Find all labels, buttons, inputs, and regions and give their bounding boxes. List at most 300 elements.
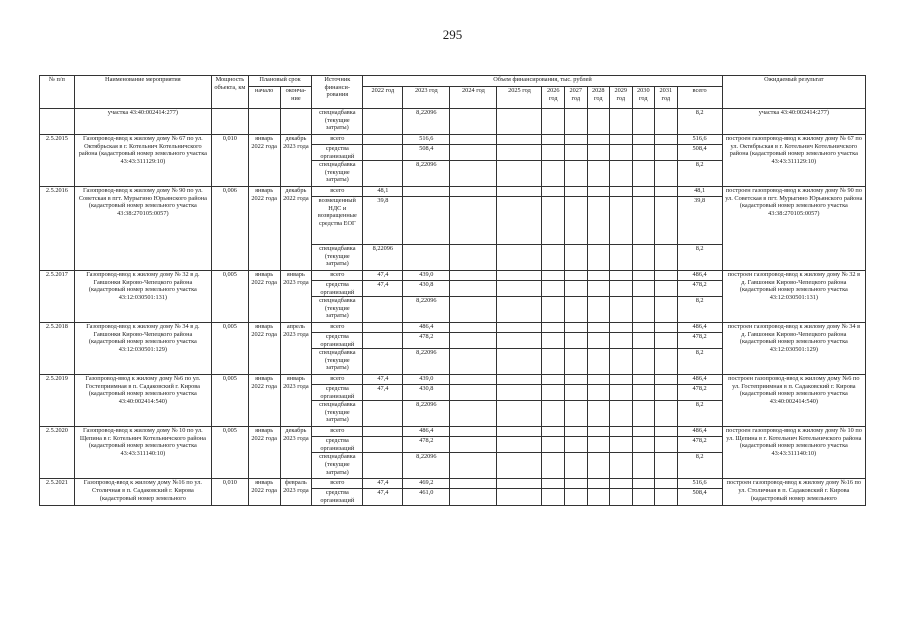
cell-empty <box>632 489 655 505</box>
cell-y2022 <box>363 401 403 427</box>
cell-empty <box>610 297 633 323</box>
cell-empty <box>542 145 565 161</box>
cell-start: январь 2022 года <box>248 375 280 427</box>
table-row <box>40 427 866 437</box>
cell-empty <box>497 333 542 349</box>
cell-empty <box>610 187 633 197</box>
cell-empty <box>497 401 542 427</box>
cell-start: январь 2022 года <box>248 427 280 479</box>
cell-empty <box>450 161 497 187</box>
cell-empty <box>610 453 633 479</box>
cell-y2023: 486,4 <box>403 323 450 333</box>
cell-empty <box>632 385 655 401</box>
cell-total: 8,2 <box>677 401 722 427</box>
cell-empty <box>587 197 610 245</box>
cell-capacity: 0,005 <box>211 323 248 375</box>
page-number: 295 <box>442 27 463 42</box>
cell-empty <box>655 297 678 323</box>
cell-empty <box>655 161 678 187</box>
cell-empty <box>610 161 633 187</box>
cell-empty <box>632 437 655 453</box>
cell-source: средства организаций <box>312 489 363 505</box>
cell-empty <box>655 401 678 427</box>
cell-empty <box>497 145 542 161</box>
cell-empty <box>450 333 497 349</box>
cell-result: построен газопровод-ввод к жилому дому № 10 по ул. Щепина в г. Котельнич Котельничского района (кадастровый номер земельного участка 43:43:311140:10) <box>722 427 865 479</box>
cell-empty <box>587 323 610 333</box>
cell-empty <box>450 489 497 505</box>
cell-empty <box>655 187 678 197</box>
cell-empty <box>655 427 678 437</box>
cell-y2022 <box>363 323 403 333</box>
cell-empty <box>655 197 678 245</box>
cell-source: всего <box>312 479 363 489</box>
cell-total: 478,2 <box>677 385 722 401</box>
header-num: № п/п <box>40 76 75 109</box>
cell-empty <box>542 479 565 489</box>
header-volume: Объем финансирования, тыс. рублей <box>363 76 722 87</box>
cell-capacity: 0,005 <box>211 271 248 323</box>
financing-table <box>39 75 866 506</box>
cell-y2023: 439,0 <box>403 375 450 385</box>
cell-y2023: 478,2 <box>403 333 450 349</box>
header-result: Ожидаемый результат <box>722 76 865 109</box>
cell-start: январь 2022 года <box>248 135 280 187</box>
cell-capacity: 0,010 <box>211 479 248 505</box>
cell-name: Газопровод-ввод к жилому дому № 10 по ул. Щепина в г. Котельнич Котельничского района (кадастровый номер земельного участка 43:43:311140:10) <box>74 427 211 479</box>
cell-name: Газопровод-ввод к жилому дому № 67 по ул. Октябрьская в г. Котельнич Котельничского района (кадастровый номер земельного участка 43:43:311129:10) <box>74 135 211 187</box>
cell-empty <box>497 245 542 271</box>
cell-total: 8,2 <box>677 161 722 187</box>
cell-total: 478,2 <box>677 333 722 349</box>
cell-empty <box>450 187 497 197</box>
cell-result: построен газопровод-ввод к жилому дому № 90 по ул. Советская в пгт. Мурыгино Юрьянского района (кадастровый номер земельного участка 43:38:270105:0057) <box>722 187 865 271</box>
cell-y2022 <box>363 109 403 135</box>
cell-empty <box>632 349 655 375</box>
cell-y2022: 48,1 <box>363 187 403 197</box>
cell-num: 2.5.2019 <box>40 375 75 427</box>
header-end: оконча-ние <box>280 87 312 109</box>
cell-total: 8,2 <box>677 245 722 271</box>
cell-empty <box>450 385 497 401</box>
cell-start <box>248 109 280 135</box>
cell-empty <box>497 109 542 135</box>
cell-source: всего <box>312 135 363 145</box>
cell-empty <box>587 427 610 437</box>
cell-empty <box>587 333 610 349</box>
cell-empty <box>497 479 542 489</box>
cell-y2022 <box>363 145 403 161</box>
cell-source: спецнадбавка (текущие затраты) <box>312 349 363 375</box>
cell-source: всего <box>312 427 363 437</box>
cell-source: средства организаций <box>312 333 363 349</box>
cell-empty <box>565 333 588 349</box>
cell-y2022 <box>363 297 403 323</box>
cell-total: 8,2 <box>677 453 722 479</box>
table-row <box>40 135 866 145</box>
cell-empty <box>450 375 497 385</box>
cell-empty <box>450 145 497 161</box>
cell-empty <box>497 489 542 505</box>
cell-empty <box>632 375 655 385</box>
cell-name: Газопровод-ввод к жилому дому № 32 в д. Гавшонки Кирово-Чепецкого района (кадастровый номер земельного участка 43:12:030501:131) <box>74 271 211 323</box>
cell-empty <box>587 281 610 297</box>
cell-name: Газопровод-ввод к жилому дому № 90 по ул. Советская в пгт. Мурыгино Юрьянского района (кадастровый номер земельного участка 43:38:270105:0057) <box>74 187 211 271</box>
cell-source: средства организаций <box>312 385 363 401</box>
cell-y2022 <box>363 333 403 349</box>
cell-empty <box>610 245 633 271</box>
cell-source: спецнадбавка (текущие затраты) <box>312 161 363 187</box>
cell-source: спецнадбавка (текущие затраты) <box>312 245 363 271</box>
header-year: 2024 год <box>450 87 497 109</box>
cell-empty <box>542 245 565 271</box>
table-row <box>40 323 866 333</box>
cell-y2023: 516,6 <box>403 135 450 145</box>
cell-end: апрель 2023 года <box>280 323 312 375</box>
cell-empty <box>587 479 610 489</box>
header-year: 2027 год <box>565 87 588 109</box>
cell-result: участка 43:40:002414:277) <box>722 109 865 135</box>
cell-empty <box>565 161 588 187</box>
cell-empty <box>450 281 497 297</box>
header-name: Наименование мероприятия <box>74 76 211 109</box>
cell-empty <box>632 145 655 161</box>
cell-empty <box>497 427 542 437</box>
cell-empty <box>542 401 565 427</box>
cell-empty <box>542 489 565 505</box>
cell-total: 486,4 <box>677 375 722 385</box>
cell-empty <box>655 135 678 145</box>
cell-empty <box>655 375 678 385</box>
header-capacity: Мощность объекта, км <box>211 76 248 109</box>
cell-y2023: 8,22096 <box>403 401 450 427</box>
cell-y2023: 430,8 <box>403 385 450 401</box>
cell-empty <box>655 453 678 479</box>
cell-y2023 <box>403 187 450 197</box>
cell-empty <box>497 375 542 385</box>
cell-empty <box>587 187 610 197</box>
cell-total: 486,4 <box>677 323 722 333</box>
cell-result: построен газопровод-ввод к жилому дому № 34 в д. Гавшонки Кирово-Чепецкого района (кадастровый номер земельного участка 43:12:030501:129) <box>722 323 865 375</box>
cell-empty <box>632 197 655 245</box>
cell-total: 8,2 <box>677 109 722 135</box>
cell-total: 516,6 <box>677 479 722 489</box>
cell-empty <box>655 245 678 271</box>
cell-empty <box>450 453 497 479</box>
cell-empty <box>497 437 542 453</box>
cell-empty <box>565 323 588 333</box>
cell-empty <box>565 453 588 479</box>
cell-empty <box>587 297 610 323</box>
cell-num: 2.5.2015 <box>40 135 75 187</box>
cell-total: 8,2 <box>677 349 722 375</box>
cell-empty <box>587 489 610 505</box>
cell-capacity: 0,006 <box>211 187 248 271</box>
cell-empty <box>632 187 655 197</box>
cell-end: декабрь 2022 года <box>280 187 312 271</box>
cell-source: средства организаций <box>312 437 363 453</box>
cell-empty <box>610 135 633 145</box>
cell-y2022 <box>363 437 403 453</box>
cell-empty <box>497 385 542 401</box>
cell-empty <box>565 281 588 297</box>
cell-empty <box>587 375 610 385</box>
cell-result: построен газопровод-ввод к жилому дому №6 по ул. Гостеприимная в п. Садаковский г. Кирова (кадастровый номер земельного участка 43:40:002414:540) <box>722 375 865 427</box>
cell-empty <box>565 197 588 245</box>
cell-empty <box>587 245 610 271</box>
cell-y2022: 47,4 <box>363 385 403 401</box>
cell-capacity <box>211 109 248 135</box>
cell-empty <box>542 437 565 453</box>
cell-empty <box>497 271 542 281</box>
cell-empty <box>632 427 655 437</box>
cell-y2023: 508,4 <box>403 145 450 161</box>
cell-empty <box>655 437 678 453</box>
cell-empty <box>632 271 655 281</box>
cell-source: спецнадбавка (текущие затраты) <box>312 297 363 323</box>
cell-empty <box>542 271 565 281</box>
cell-empty <box>565 479 588 489</box>
cell-empty <box>610 109 633 135</box>
cell-end <box>280 109 312 135</box>
cell-empty <box>565 109 588 135</box>
table-row <box>40 375 866 385</box>
cell-empty <box>565 489 588 505</box>
cell-empty <box>632 401 655 427</box>
header-year: 2026 год <box>542 87 565 109</box>
cell-y2023: 486,4 <box>403 427 450 437</box>
cell-empty <box>587 145 610 161</box>
cell-source: всего <box>312 187 363 197</box>
cell-empty <box>542 323 565 333</box>
cell-empty <box>565 437 588 453</box>
header-year: 2029 год <box>610 87 633 109</box>
cell-y2022 <box>363 453 403 479</box>
cell-y2022: 47,4 <box>363 271 403 281</box>
header-total: всего <box>677 87 722 109</box>
cell-empty <box>655 109 678 135</box>
cell-empty <box>587 349 610 375</box>
cell-empty <box>655 281 678 297</box>
cell-end: февраль 2023 года <box>280 479 312 505</box>
cell-empty <box>450 245 497 271</box>
cell-source: спецнадбавка (текущие затраты) <box>312 109 363 135</box>
cell-y2023: 430,8 <box>403 281 450 297</box>
cell-y2022: 47,4 <box>363 479 403 489</box>
cell-y2023: 8,22096 <box>403 453 450 479</box>
cell-y2023: 8,22096 <box>403 109 450 135</box>
cell-empty <box>632 109 655 135</box>
cell-empty <box>587 161 610 187</box>
cell-empty <box>655 349 678 375</box>
cell-capacity: 0,010 <box>211 135 248 187</box>
cell-empty <box>655 323 678 333</box>
cell-empty <box>565 135 588 145</box>
cell-num <box>40 109 75 135</box>
header-year: 2028 год <box>587 87 610 109</box>
cell-empty <box>565 271 588 281</box>
cell-empty <box>655 489 678 505</box>
cell-total: 516,6 <box>677 135 722 145</box>
cell-name: Газопровод-ввод к жилому дому №16 по ул. Столичная в п. Садаковский г. Кирова (кадастровый номер земельного <box>74 479 211 505</box>
cell-empty <box>655 479 678 489</box>
cell-start: январь 2022 года <box>248 187 280 271</box>
cell-empty <box>497 349 542 375</box>
cell-empty <box>610 197 633 245</box>
cell-empty <box>497 187 542 197</box>
cell-empty <box>632 323 655 333</box>
cell-empty <box>587 453 610 479</box>
table-row <box>40 479 866 489</box>
cell-source: всего <box>312 375 363 385</box>
cell-empty <box>542 197 565 245</box>
cell-empty <box>587 401 610 427</box>
cell-y2022: 47,4 <box>363 375 403 385</box>
cell-empty <box>450 197 497 245</box>
cell-total: 508,4 <box>677 145 722 161</box>
cell-num: 2.5.2020 <box>40 427 75 479</box>
cell-y2022: 47,4 <box>363 281 403 297</box>
cell-end: декабрь 2023 года <box>280 427 312 479</box>
cell-source: средства организаций <box>312 145 363 161</box>
cell-empty <box>497 135 542 145</box>
cell-empty <box>610 349 633 375</box>
cell-empty <box>655 385 678 401</box>
cell-empty <box>542 187 565 197</box>
cell-empty <box>632 333 655 349</box>
cell-empty <box>655 271 678 281</box>
cell-name: Газопровод-ввод к жилому дому № 34 в д. Гавшонки Кирово-Чепецкого района (кадастровый номер земельного участка 43:12:030501:129) <box>74 323 211 375</box>
cell-y2023: 8,22096 <box>403 349 450 375</box>
table-row <box>40 271 866 281</box>
cell-y2022: 8,22096 <box>363 245 403 271</box>
cell-y2022 <box>363 349 403 375</box>
cell-empty <box>610 145 633 161</box>
cell-empty <box>450 271 497 281</box>
header-source: Источник финанси-рования <box>312 76 363 109</box>
cell-empty <box>587 135 610 145</box>
cell-y2023: 8,22096 <box>403 161 450 187</box>
header-year: 2023 год <box>403 87 450 109</box>
cell-empty <box>497 281 542 297</box>
cell-source: средства организаций <box>312 281 363 297</box>
cell-y2022 <box>363 161 403 187</box>
cell-name: Газопровод-ввод к жилому дому №6 по ул. Гостеприимная в п. Садаковский г. Кирова (кадастровый номер земельного участка 43:40:002414:540) <box>74 375 211 427</box>
cell-empty <box>450 479 497 489</box>
cell-empty <box>565 385 588 401</box>
cell-empty <box>542 297 565 323</box>
cell-empty <box>542 453 565 479</box>
cell-start: январь 2022 года <box>248 323 280 375</box>
cell-empty <box>450 437 497 453</box>
cell-source: всего <box>312 271 363 281</box>
cell-empty <box>610 271 633 281</box>
cell-end: январь 2023 года <box>280 271 312 323</box>
cell-empty <box>610 479 633 489</box>
cell-result: построен газопровод-ввод к жилому дому № 67 по ул. Октябрьская в г. Котельнич Котельничского района (кадастровый номер земельного участка 43:43:311129:10) <box>722 135 865 187</box>
table-row-carryover <box>40 109 866 135</box>
cell-empty <box>542 109 565 135</box>
cell-empty <box>610 375 633 385</box>
cell-empty <box>610 281 633 297</box>
cell-num: 2.5.2016 <box>40 187 75 271</box>
cell-total: 478,2 <box>677 437 722 453</box>
cell-empty <box>542 385 565 401</box>
cell-empty <box>542 281 565 297</box>
cell-empty <box>632 453 655 479</box>
cell-source: спецнадбавка (текущие затраты) <box>312 401 363 427</box>
cell-y2023 <box>403 245 450 271</box>
cell-empty <box>542 161 565 187</box>
cell-result: построен газопровод-ввод к жилому дому № 32 в д. Гавшонки Кирово-Чепецкого района (кадастровый номер земельного участка 43:12:030501:131) <box>722 271 865 323</box>
cell-total: 39,8 <box>677 197 722 245</box>
header-year: 2031 год <box>655 87 678 109</box>
cell-empty <box>565 187 588 197</box>
cell-empty <box>542 349 565 375</box>
cell-empty <box>565 375 588 385</box>
cell-source: возмещенный НДС и возвращенные средства ЕОГ <box>312 197 363 245</box>
cell-empty <box>632 479 655 489</box>
cell-y2022 <box>363 135 403 145</box>
cell-empty <box>587 109 610 135</box>
cell-empty <box>587 385 610 401</box>
header-year: 2030 год <box>632 87 655 109</box>
cell-empty <box>632 297 655 323</box>
header-year: 2022 год <box>363 87 403 109</box>
cell-num: 2.5.2017 <box>40 271 75 323</box>
header-start: начало <box>248 87 280 109</box>
cell-total: 48,1 <box>677 187 722 197</box>
cell-empty <box>450 135 497 145</box>
cell-empty <box>450 323 497 333</box>
cell-start: январь 2022 года <box>248 479 280 505</box>
cell-empty <box>610 427 633 437</box>
cell-empty <box>450 349 497 375</box>
cell-y2022: 39,8 <box>363 197 403 245</box>
cell-empty <box>610 385 633 401</box>
cell-empty <box>450 427 497 437</box>
cell-empty <box>610 333 633 349</box>
cell-empty <box>632 281 655 297</box>
cell-empty <box>610 401 633 427</box>
cell-total: 478,2 <box>677 281 722 297</box>
cell-empty <box>610 323 633 333</box>
cell-empty <box>655 333 678 349</box>
cell-empty <box>565 297 588 323</box>
cell-result: построен газопровод-ввод к жилому дому №16 по ул. Столичная в п. Садаковский г. Кирова (кадастровый номер земельного <box>722 479 865 505</box>
cell-empty <box>610 437 633 453</box>
table-header <box>40 76 866 109</box>
cell-num: 2.5.2018 <box>40 323 75 375</box>
cell-name: участка 43:40:002414:277) <box>74 109 211 135</box>
cell-num: 2.5.2021 <box>40 479 75 505</box>
cell-empty <box>565 245 588 271</box>
cell-empty <box>565 349 588 375</box>
cell-total: 508,4 <box>677 489 722 505</box>
cell-empty <box>542 375 565 385</box>
cell-capacity: 0,005 <box>211 375 248 427</box>
cell-capacity: 0,005 <box>211 427 248 479</box>
cell-empty <box>450 401 497 427</box>
cell-source: спецнадбавка (текущие затраты) <box>312 453 363 479</box>
cell-empty <box>497 161 542 187</box>
table-body <box>40 109 866 506</box>
header-period: Плановый срок <box>248 76 311 87</box>
cell-y2023: 478,2 <box>403 437 450 453</box>
cell-empty <box>632 161 655 187</box>
cell-empty <box>632 135 655 145</box>
cell-empty <box>655 145 678 161</box>
